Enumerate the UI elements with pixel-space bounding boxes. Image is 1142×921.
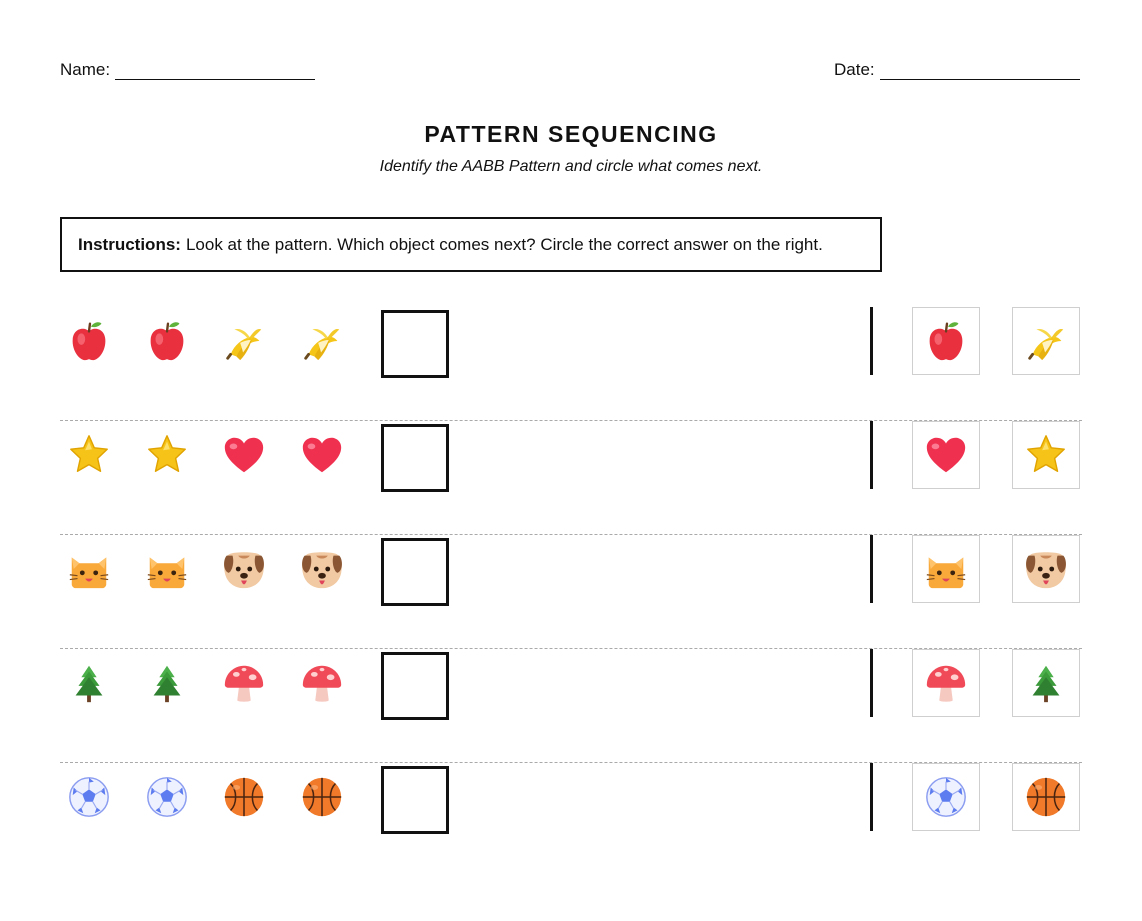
apple-icon (923, 318, 969, 364)
row-divider (870, 535, 873, 603)
banana-icon (215, 312, 273, 370)
soccer-ball-icon (138, 768, 196, 826)
date-blank-line[interactable] (880, 65, 1080, 80)
answer-choice-basketball[interactable] (1012, 763, 1080, 831)
date-label: Date: (834, 60, 875, 79)
pattern-row (60, 649, 1082, 763)
apple-icon (60, 312, 118, 370)
row-divider (870, 421, 873, 489)
answer-choice-banana[interactable] (1012, 307, 1080, 375)
answer-choice-star[interactable] (1012, 421, 1080, 489)
pattern-row (60, 307, 1082, 421)
answer-choice-mushroom[interactable] (912, 649, 980, 717)
page-title: PATTERN SEQUENCING (424, 121, 718, 147)
cat-icon (923, 546, 969, 592)
date-field (834, 60, 1080, 80)
name-blank-line[interactable] (115, 65, 315, 80)
tree-icon (60, 654, 118, 712)
star-icon (60, 426, 118, 484)
soccer-ball-icon (923, 774, 969, 820)
mushroom-icon (215, 654, 273, 712)
answer-box[interactable] (381, 538, 449, 606)
pattern-row (60, 763, 1082, 877)
mushroom-icon (923, 660, 969, 706)
apple-icon (138, 312, 196, 370)
heart-icon (923, 432, 969, 478)
answer-choice-apple[interactable] (912, 307, 980, 375)
row-divider (870, 763, 873, 831)
answer-choice-dog[interactable] (1012, 535, 1080, 603)
tree-icon (1023, 660, 1069, 706)
answer-choice-heart[interactable] (912, 421, 980, 489)
answer-choice-tree[interactable] (1012, 649, 1080, 717)
instructions-box (60, 217, 882, 272)
pattern-row (60, 421, 1082, 535)
answer-box[interactable] (381, 652, 449, 720)
dog-icon (293, 540, 351, 598)
banana-icon (1023, 318, 1069, 364)
basketball-icon (1023, 774, 1069, 820)
answer-box[interactable] (381, 310, 449, 378)
row-divider (870, 307, 873, 375)
cat-icon (60, 540, 118, 598)
basketball-icon (293, 768, 351, 826)
answer-box[interactable] (381, 424, 449, 492)
basketball-icon (215, 768, 273, 826)
heart-icon (293, 426, 351, 484)
banana-icon (293, 312, 351, 370)
soccer-ball-icon (60, 768, 118, 826)
heart-icon (215, 426, 273, 484)
tree-icon (138, 654, 196, 712)
dog-icon (215, 540, 273, 598)
star-icon (1023, 432, 1069, 478)
dog-icon (1023, 546, 1069, 592)
row-divider (870, 649, 873, 717)
answer-choice-cat[interactable] (912, 535, 980, 603)
mushroom-icon (293, 654, 351, 712)
instructions-text: Look at the pattern. Which object comes next? Circle the correct answer on the right. (185, 234, 823, 254)
cat-icon (138, 540, 196, 598)
instructions-label: Instructions: (78, 234, 181, 254)
answer-choice-soccer-ball[interactable] (912, 763, 980, 831)
star-icon (138, 426, 196, 484)
page-subtitle: Identify the AABB Pattern and circle what comes next. (379, 158, 763, 175)
name-field (60, 60, 315, 80)
name-label: Name: (60, 60, 111, 79)
pattern-row (60, 535, 1082, 649)
answer-box[interactable] (381, 766, 449, 834)
